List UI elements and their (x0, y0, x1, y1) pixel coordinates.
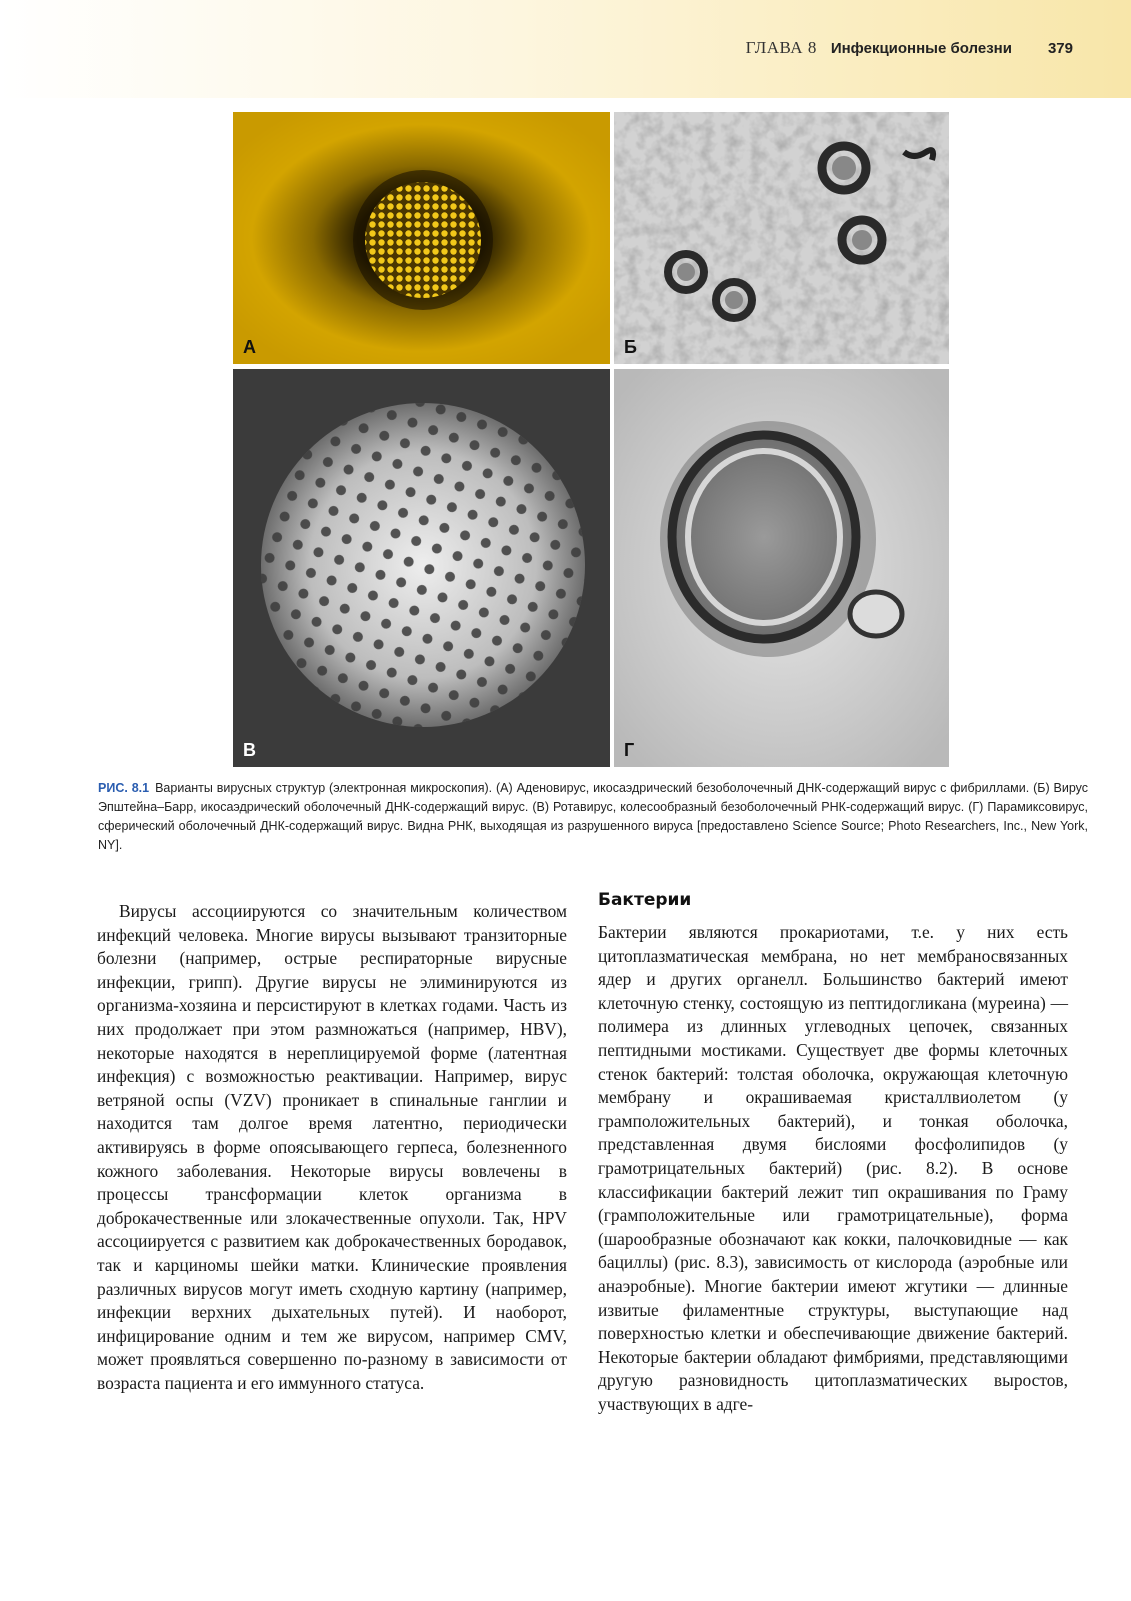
figure-8-1 (233, 112, 949, 767)
paragraph-bacteria: Бактерии являются прокариотами, т.е. у них есть цитоплазматическая мембрана, но нет мембраносвязанных ядер и других органелл. Большинство бактерий имеют клеточную стенку, состоящую из пептидогликана (муреина) — полимера из длинных углеводных цепочек, связанных пептидными мостиками. Существует две формы клеточных стенок бактерий: толстая оболочка, окружающая клеточную мембрану и окрашиваемая кристаллвиолетом (у грамположительных бактерий), и тонкая оболочка, представленная двумя бислоями фосфолипидов (у грамотрицательных бактерий) (рис. 8.2). В основе классификации бактерий лежит тип окрашивания по Граму (грамположительные или грамотрицательные), форма (шарообразные обозначают как кокки, палочковидные — как бациллы) (рис. 8.3), зависимость от кислорода (аэробные или анаэробные). Многие бактерии имеют жгутики — длинные извитые филаментные структуры, выступающие над поверхностью клетки и обеспечивающие движение бактерий. Некоторые бактерии обладают фимбриями, представляющими другую разновидность цитоплазматических выростов, участвующих в адге- (598, 922, 1068, 1414)
figure-number: РИС. 8.1 (98, 781, 150, 795)
panel-label-c: В (243, 740, 256, 760)
left-column (97, 900, 567, 1395)
panel-a-adenovirus-image (233, 112, 610, 364)
page-number: 379 (1047, 40, 1073, 57)
running-header (746, 38, 1073, 60)
section-heading-bacteria: Бактерии (598, 890, 692, 910)
caption-text: Варианты вирусных структур (электронная микроскопия). (А) Аденовирус, икосаэдрический безоболочечный ДНК-содержащий вирус с фибриллами. (Б) Вирус Эпштейна–Барр, икосаэдрический оболочечный ДНК-содержащий вирус. (В) Ротавирус, колесообразный безоболочечный РНК-содержащий вирус. (Г) Парамиксовирус, сферический оболочечный ДНК-содержащий вирус. Видна РНК, выходящая из разрушенного вируса [предоставлено Science Source; Photo Researchers, Inc., New York, NY]. (98, 781, 1089, 852)
chapter-title: Инфекционные болезни (830, 40, 1012, 57)
panel-label-b: Б (624, 337, 637, 357)
right-column (598, 921, 1068, 1416)
panel-label-a: А (243, 337, 256, 357)
paragraph-viruses: Вирусы ассоциируются со значительным количеством инфекций человека. Многие вирусы вызывают транзиторные болезни (например, острые респираторные вирусные инфекции, грипп). Другие вирусы не элиминируются из организма-хозяина и персистируют в клетках годами. Часть из них продолжает при этом размножаться (например, HBV), некоторые находятся в нереплицируемой форме (латентная инфекция) с возможностью реактивации. Например, вирус ветряной оспы (VZV) проникает в спинальные ганглии и находится там долгое время латентно, периодически активируясь в форме опоясывающего герпеса, болезненного кожного заболевания. Некоторые вирусы вовлечены в процессы трансформации клеток организма в доброкачественные или злокачественные опухоли. Так, HPV ассоциируется с развитием как доброкачественных бородавок, так и карциномы шейки матки. Клинические проявления различных вирусов могут иметь сходную картину (например, инфекции верхних дыхательных путей). И наоборот, инфицирование одним и тем же вирусом, например CMV, может проявляться совершенно по-разному в зависимости от возраста пациента и его иммунного статуса. (97, 901, 567, 1393)
panel-c-rotavirus-image (233, 369, 610, 767)
figure-caption (98, 779, 1088, 855)
chapter-label: ГЛАВА 8 (745, 38, 817, 57)
panel-d-paramyxovirus-image (614, 369, 949, 767)
panel-label-d: Г (624, 740, 635, 760)
panel-b-epstein-barr-image (614, 112, 949, 364)
